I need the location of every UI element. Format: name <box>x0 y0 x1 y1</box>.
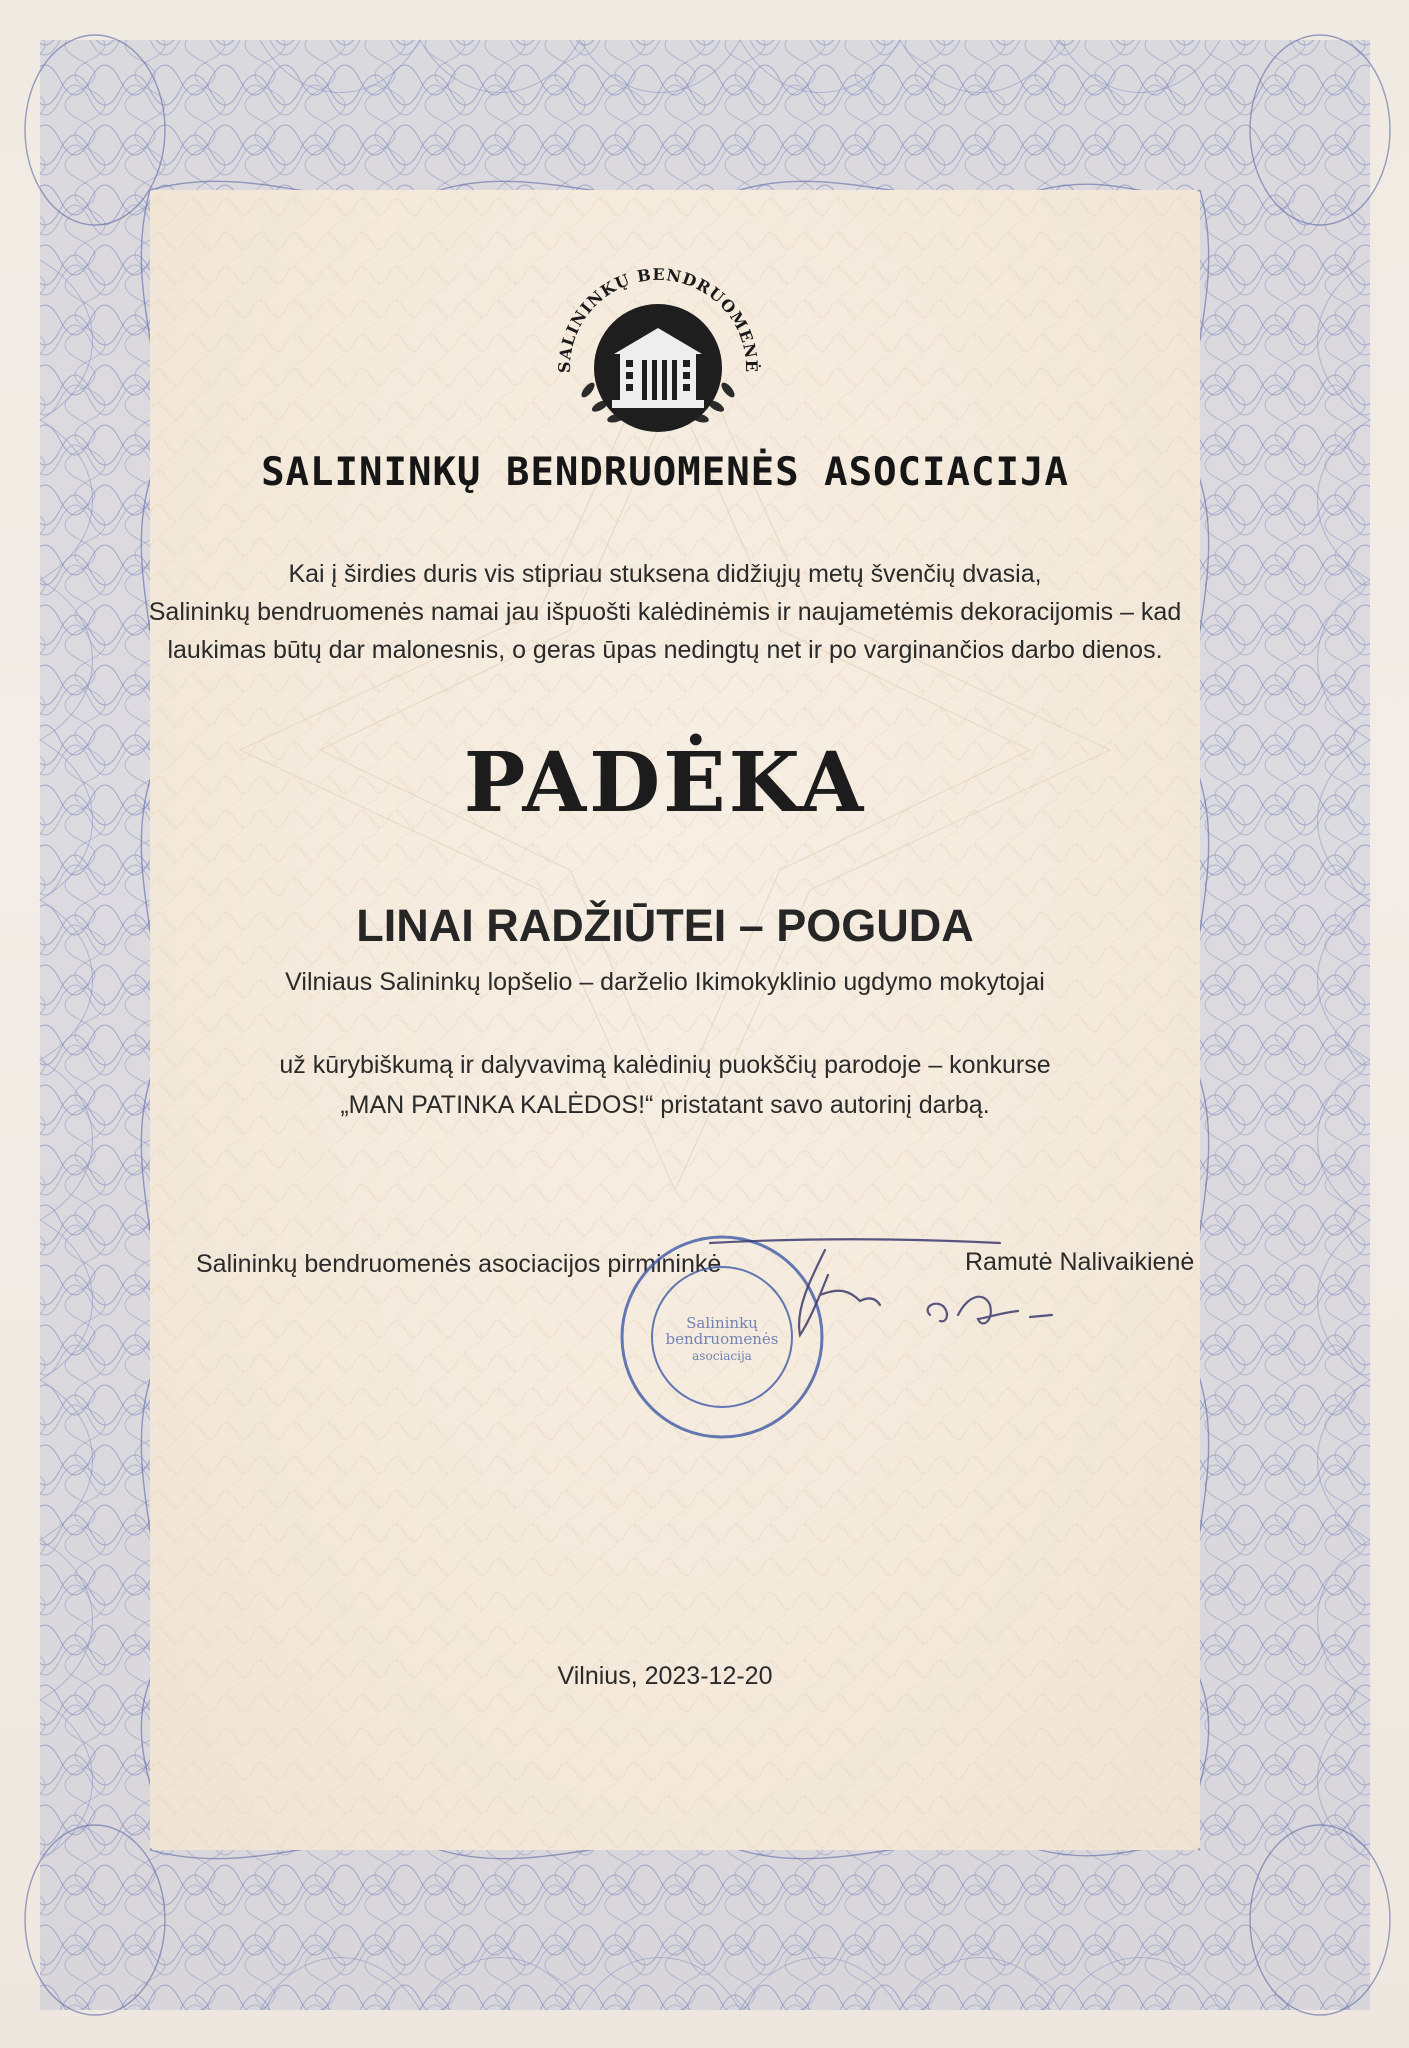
recipient-role: Vilniaus Salininkų lopšelio – darželio Ikimokyklinio ugdymo mokytojai <box>285 968 1045 996</box>
intro-line: Kai į širdies duris vis stipriau stuksena didžiųjų metų švenčių dvasia, <box>288 560 1042 588</box>
svg-text:asociacija: asociacija <box>692 1349 752 1363</box>
award-reason <box>100 1045 1230 1125</box>
signatory-title: Salininkų bendruomenės asociacijos pirmininkė <box>196 1250 722 1278</box>
community-house-emblem-icon <box>548 250 768 440</box>
intro-paragraph <box>100 555 1230 669</box>
certificate-heading: PADĖKA <box>463 735 867 831</box>
intro-line: laukimas būtų dar malonesnis, o geras ūpas nedingtų net ir po varginančios darbo dienos. <box>167 636 1163 664</box>
intro-line: Salininkų bendruomenės namai jau išpuošti kalėdinėmis ir naujametėmis dekoracijomis – kad <box>148 598 1182 626</box>
reason-line: už kūrybiškumą ir dalyvavimą kalėdinių puokščių parodoje – konkurse <box>279 1051 1051 1079</box>
svg-text:bendruomenės: bendruomenės <box>665 1330 779 1348</box>
organization-title: SALININKŲ BENDRUOMENĖS ASOCIACIJA <box>261 450 1069 495</box>
svg-text:SALININKŲ BENDRUOMENĖ: SALININKŲ BENDRUOMENĖ <box>554 264 762 374</box>
recipient-name: LINAI RADŽIŪTEI – POGUDA <box>356 900 974 951</box>
place-and-date: Vilnius, 2023-12-20 <box>557 1662 773 1690</box>
svg-text:Salininkų: Salininkų <box>686 1314 758 1332</box>
handwritten-signature <box>700 1225 1080 1355</box>
signatory-name: Ramutė Nalivaikienė <box>965 1248 1195 1276</box>
reason-line: „MAN PATINKA KALĖDOS!“ pristatant savo autorinį darbą. <box>340 1091 990 1119</box>
